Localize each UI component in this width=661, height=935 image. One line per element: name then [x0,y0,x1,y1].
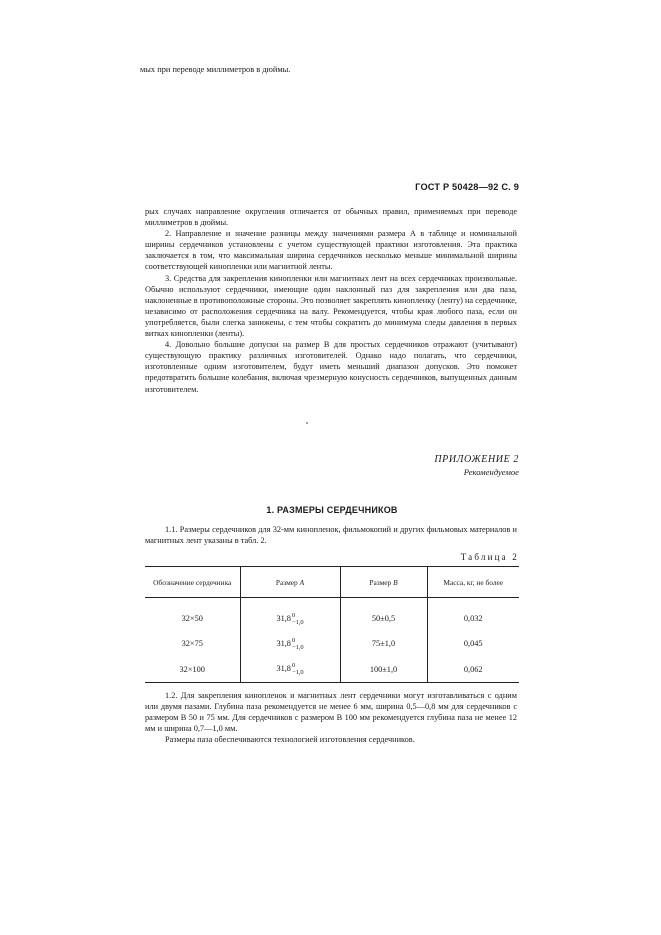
appendix-subtitle: Рекомендуемое [463,467,519,477]
size-a-upper: 0 [291,636,296,644]
appendix-heading [380,454,519,477]
table-label: Таблица 2 [460,552,519,562]
cell-size-b: 75±1,0 [340,631,427,656]
size-a-upper: 0 [291,611,296,619]
table-row [145,598,519,632]
cell-size-a [240,656,340,683]
section-title: 1. РАЗМЕРЫ СЕРДЕЧНИКОВ [266,505,398,515]
core-dimensions-table [145,566,519,683]
size-a-lower: −1,0 [291,643,304,651]
header-size-b-letter: В [393,577,398,587]
cell-designation: 32×100 [145,656,240,683]
cell-mass: 0,032 [427,598,519,632]
appendix-title: ПРИЛОЖЕНИЕ 2 [434,454,519,465]
header-size-b-prefix: Размер [369,577,394,587]
note-paragraph-4: 4. Довольно большие допуски на размер В для простых сердечников отражают (учитывают) существующую практику различных изготовителей. Однако надо полагать, что сердечники, изготовленные одним изготовителем, будут иметь меньший диапазон допусков. Это поможет предотвратить большие колебания, включая чрезмерную конусность сердечников, выпущенных данным изготовителем. [145,340,517,394]
cell-designation: 32×75 [181,639,203,648]
size-a-tolerance [292,662,304,676]
header-size-a-prefix: Размер [275,577,300,587]
notes-body [145,206,517,395]
header-size-b [340,567,427,598]
cell-size-a [240,631,340,656]
size-a-tolerance [292,637,304,651]
size-a-tolerance [292,612,304,626]
table-row [145,631,519,656]
table-header-row [145,567,519,598]
note-paragraph-2: 2. Направление и значение разницы между значениями размера А в таблице и номинальной ширины сердечников установлены с учетом существующей практики изготовления. Эта практика заключается в том, что максимальная ширина сердечников несколько меньше минимальной ширины соответствующей кинопленки или магнитной ленты. [145,229,517,272]
page-header: ГОСТ Р 50428—92 С. 9 [415,182,519,192]
cell-designation: 32×50 [181,614,203,623]
cell-size-b: 100±1,0 [340,656,427,683]
header-mass: Масса, кг, не более [427,567,519,598]
cell-mass: 0,045 [427,631,519,656]
header-size-a-letter: А [299,577,305,587]
size-a-nominal: 31,8 [276,638,291,648]
header-size-a [240,567,340,598]
table-row [145,656,519,683]
scan-speck [306,422,308,424]
size-a-lower: −1,0 [291,618,304,626]
previous-page-fragment [140,64,520,75]
paragraph-1-2: 1.2. Для закрепления кинопленок и магнитных лент сердечники могут изготавливаться с одним или двумя пазами. Глубина паза рекомендуется не менее 6 мм, ширина 0,5—0,8 мм для сердечников с размером В 50 и 75 мм. Для сердечников с размером В 100 мм рекомендуется глубина паза не менее 12 мм и ширина 0,7—1,0 мм. [145,691,517,734]
size-a-nominal: 31,8 [276,663,291,673]
continuation-paragraph: рых случаях направление округления отличается от обычных правил, применяемых при переводе миллиметров в дюймы. [145,207,517,228]
intro-paragraph: 1.1. Размеры сердечников для 32-мм кинопленок, фильмокопий и других фильмовых материалов и магнитных лент указаны в табл. 2. [145,525,517,546]
cell-size-b: 50±0,5 [340,598,427,632]
cell-size-a [240,598,340,632]
paragraph-slot-note: Размеры паза обеспечиваются технологией изготовления сердечников. [165,735,415,745]
note-paragraph-3: 3. Средства для закрепления кинопленки или магнитных лент на всех сердечниках произвольные. Обычно используют сердечники, имеющие один наклонный паз для закрепления или два паза, наклоненные в противоположные стороны. Это позволяет закреплять кинопленку (ленту) на сердечнике, независимо от расположения сердечника на валу. Рекомендуется, чтобы края любого паза, если он употребляется, были слегка занижены, с тем чтобы сократить до минимума следы давления в первых витках кинопленки (ленты). [145,273,517,339]
footer-text [145,690,517,745]
cell-mass: 0,062 [427,656,519,683]
top-note-text: мых при переводе миллиметров в дюймы. [140,65,291,74]
size-a-upper: 0 [291,662,296,669]
size-a-nominal: 31,8 [276,613,291,623]
size-a-lower: −1,0 [291,669,304,676]
header-designation: Обозначение сердечника [145,567,240,598]
